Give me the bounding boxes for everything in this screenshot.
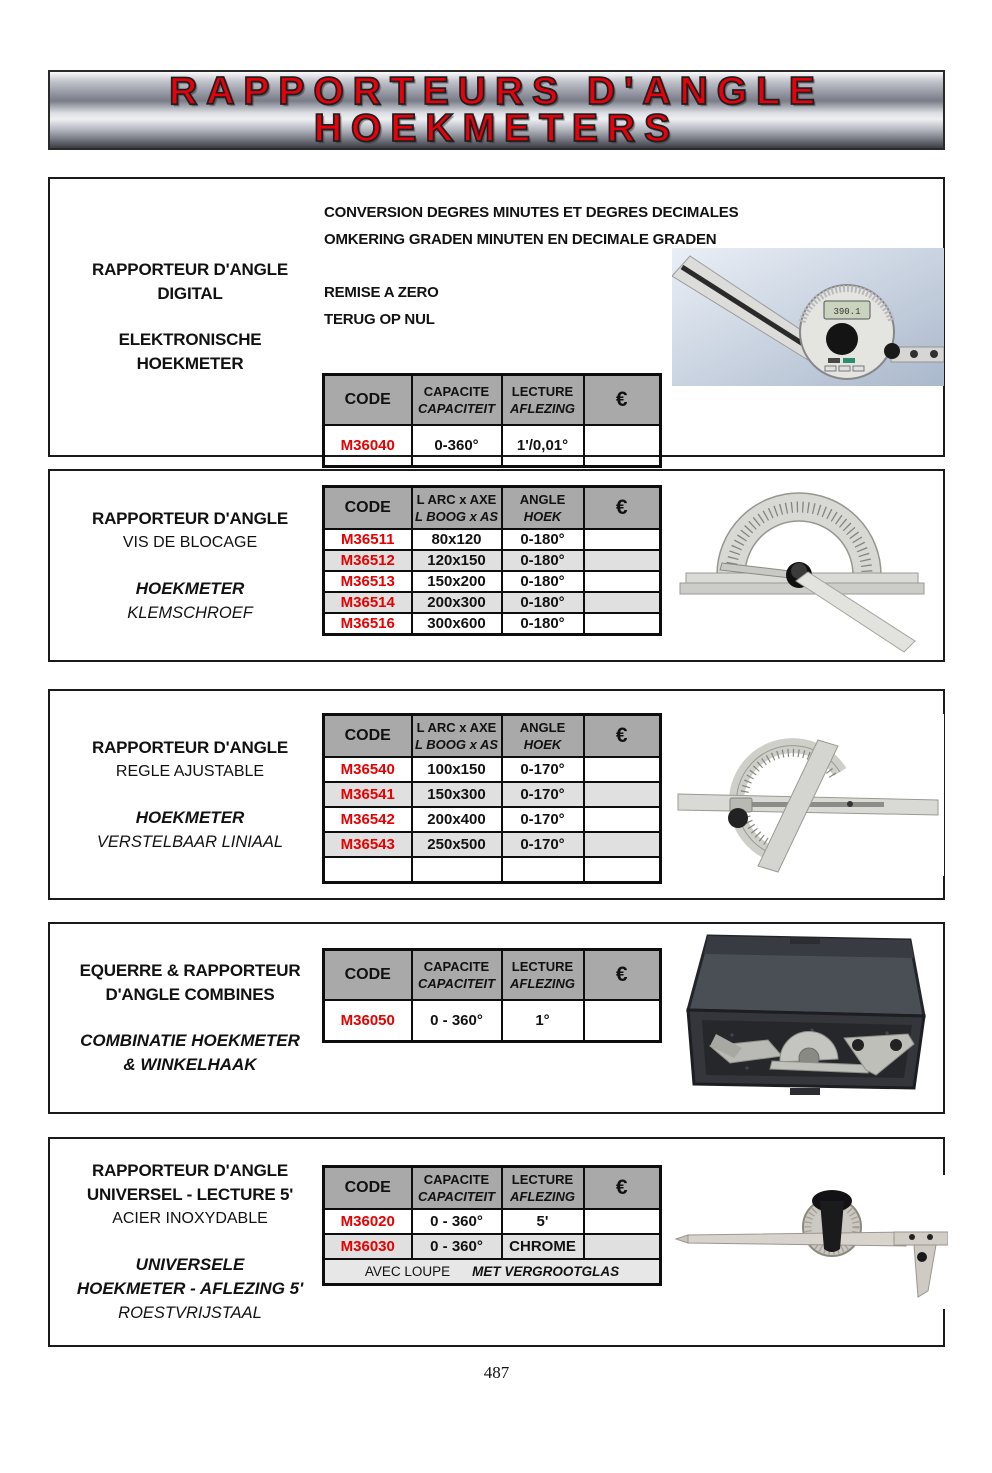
cell-capacity: 0-360°: [412, 425, 502, 467]
table-row: [324, 1209, 661, 1234]
header-label-fr: CAPACITE: [423, 384, 490, 399]
cell-capacity: 200x400: [412, 807, 502, 832]
product-title-line: REGLE AJUSTABLE: [115, 762, 265, 780]
product-details: [322, 695, 670, 894]
product-photo-area: [670, 1143, 950, 1341]
cell-price: [584, 425, 661, 467]
cell-price: [584, 592, 661, 613]
product-table: [322, 948, 662, 1043]
product-title-line: ROESTVRIJSTAAL: [118, 1304, 262, 1322]
header-label-nl: L BOOG x AS: [414, 737, 499, 752]
cell-reading: 0-170°: [502, 832, 584, 857]
header-label-fr: LECTURE: [511, 1172, 574, 1187]
cell-code: M36541: [324, 782, 412, 807]
table-row: [324, 857, 661, 883]
column-header-capacite: [412, 950, 502, 1001]
product-section-universal-protractor: [48, 1137, 945, 1347]
cell-reading: 0-170°: [502, 782, 584, 807]
table-row: [324, 550, 661, 571]
product-title-line: HOEKMETER - AFLEZING 5': [76, 1279, 304, 1298]
product-title-line: COMBINATIE HOEKMETER: [80, 1031, 300, 1050]
product-details: [322, 475, 670, 656]
page-banner: [48, 70, 945, 150]
header-label-nl: AFLEZING: [510, 976, 575, 991]
product-section-combination-square-protractor: [48, 922, 945, 1114]
header-label-fr: L ARC x AXE: [416, 720, 497, 735]
product-title-line: RAPPORTEUR D'ANGLE: [92, 260, 288, 279]
product-section-locking-screw-protractor: [48, 469, 945, 662]
universal-bevel-protractor-photo: [672, 1175, 948, 1309]
cell-reading: 0-180°: [502, 592, 584, 613]
cell-price: [584, 757, 661, 782]
column-header-lecture: [502, 1167, 584, 1210]
cell-code: [324, 857, 412, 883]
cell-capacity: 80x120: [412, 529, 502, 550]
cell-capacity: [412, 857, 502, 883]
column-header-price: €: [584, 487, 661, 530]
banner-title-nl: HOEKMETERS: [313, 107, 680, 150]
table-header-row: [324, 950, 661, 1001]
header-label-nl: L BOOG x AS: [414, 509, 499, 524]
product-title-line: UNIVERSELE: [135, 1255, 245, 1274]
cell-price: [584, 807, 661, 832]
table-row: [324, 757, 661, 782]
footer-note-fr: AVEC LOUPE: [364, 1264, 451, 1279]
cell-reading: 0-180°: [502, 571, 584, 592]
cell-code: M36040: [324, 425, 412, 467]
cell-price: [584, 550, 661, 571]
cell-code: M36513: [324, 571, 412, 592]
column-header-price: €: [584, 715, 661, 758]
column-header-code: CODE: [324, 950, 412, 1001]
table-row: [324, 571, 661, 592]
table-row: [324, 807, 661, 832]
product-section-adjustable-rule-protractor: [48, 689, 945, 900]
catalog-page: [48, 70, 945, 1383]
header-label-fr: CAPACITE: [423, 1172, 490, 1187]
product-table: [322, 1165, 662, 1286]
product-table: [322, 373, 662, 468]
product-titles: [58, 475, 322, 656]
cell-capacity: 150x300: [412, 782, 502, 807]
product-photo-area: [670, 695, 946, 894]
arc-protractor-photo: [672, 475, 938, 657]
column-header-code: CODE: [324, 487, 412, 530]
cell-code: M36543: [324, 832, 412, 857]
header-label-nl: CAPACITEIT: [417, 976, 496, 991]
note-group: [324, 279, 670, 333]
cell-capacity: 0 - 360°: [412, 1209, 502, 1234]
cell-reading: 5': [502, 1209, 584, 1234]
column-header-angle: [502, 487, 584, 530]
header-label-fr: L ARC x AXE: [416, 492, 497, 507]
column-header-price: €: [584, 950, 661, 1001]
product-table: [322, 713, 662, 884]
header-label-fr: ANGLE: [519, 492, 566, 507]
column-header-angle: [502, 715, 584, 758]
cell-reading: 0-170°: [502, 757, 584, 782]
column-header-l-arc-x-axe: [412, 487, 502, 530]
product-title-line: UNIVERSEL - LECTURE 5': [86, 1185, 294, 1204]
cell-price: [584, 857, 661, 883]
header-label-fr: CAPACITE: [423, 959, 490, 974]
combination-set-photo: [672, 930, 938, 1106]
product-title-line: HOEKMETER: [136, 354, 244, 373]
cell-code: M36540: [324, 757, 412, 782]
note-line: OMKERING GRADEN MINUTEN EN DECIMALE GRADEN: [324, 231, 717, 248]
product-title-line: HOEKMETER: [135, 578, 245, 598]
column-header-l-arc-x-axe: [412, 715, 502, 758]
note-line: REMISE A ZERO: [324, 284, 439, 301]
product-title-line: RAPPORTEUR D'ANGLE: [92, 1161, 288, 1180]
cell-capacity: 200x300: [412, 592, 502, 613]
product-photo-area: [670, 183, 946, 451]
product-title-line: ACIER INOXYDABLE: [112, 1210, 268, 1227]
product-title-line: RAPPORTEUR D'ANGLE: [92, 737, 288, 757]
cell-price: [584, 782, 661, 807]
product-table: [322, 485, 662, 636]
product-title-line: RAPPORTEUR D'ANGLE: [92, 508, 288, 528]
table-row: [324, 613, 661, 635]
title-gap: [58, 306, 322, 328]
cell-reading: [502, 857, 584, 883]
cell-capacity: 100x150: [412, 757, 502, 782]
cell-price: [584, 1000, 661, 1042]
cell-price: [584, 613, 661, 635]
product-photo-area: [670, 928, 940, 1108]
header-label-nl: AFLEZING: [510, 1189, 575, 1204]
table-header-row: [324, 715, 661, 758]
product-title-line: DIGITAL: [157, 284, 223, 303]
cell-reading: 1°: [502, 1000, 584, 1042]
cell-code: M36514: [324, 592, 412, 613]
cell-reading: 0-180°: [502, 529, 584, 550]
title-gap: [58, 1007, 322, 1029]
product-details: [322, 1143, 670, 1341]
adjustable-rule-protractor-photo: [672, 714, 944, 876]
header-label-fr: LECTURE: [511, 959, 574, 974]
header-label-nl: HOEK: [523, 737, 562, 752]
product-photo-area: [670, 475, 940, 656]
title-gap: [58, 1231, 322, 1253]
cell-reading: 1'/0,01°: [502, 425, 584, 467]
table-row: [324, 425, 661, 467]
product-title-line: D'ANGLE COMBINES: [105, 985, 275, 1004]
title-gap: [58, 555, 322, 577]
cell-code: M36030: [324, 1234, 412, 1259]
header-label-nl: HOEK: [523, 509, 562, 524]
table-footer-row: [324, 1259, 661, 1285]
product-title-line: & WINKELHAAK: [123, 1055, 257, 1074]
header-label-nl: CAPACITEIT: [417, 1189, 496, 1204]
product-titles: [58, 183, 322, 451]
product-title-line: VERSTELBAAR LINIAAL: [96, 832, 284, 851]
page-number: 487: [483, 1363, 510, 1382]
cell-reading: 0-180°: [502, 613, 584, 635]
table-row: [324, 782, 661, 807]
header-label-fr: LECTURE: [511, 384, 574, 399]
product-title-line: ELEKTRONISCHE: [118, 330, 262, 349]
product-title-line: HOEKMETER: [135, 807, 245, 827]
column-header-price: €: [584, 375, 661, 426]
cell-reading: CHROME: [502, 1234, 584, 1259]
column-header-code: CODE: [324, 375, 412, 426]
cell-code: M36511: [324, 529, 412, 550]
cell-price: [584, 1234, 661, 1259]
product-titles: [58, 928, 322, 1108]
header-label-fr: ANGLE: [519, 720, 566, 735]
cell-capacity: 150x200: [412, 571, 502, 592]
header-label-nl: AFLEZING: [510, 401, 575, 416]
product-titles: [58, 1143, 322, 1341]
column-header-code: CODE: [324, 1167, 412, 1210]
cell-capacity: 250x500: [412, 832, 502, 857]
cell-capacity: 300x600: [412, 613, 502, 635]
column-header-code: CODE: [324, 715, 412, 758]
table-footer-cell: [324, 1259, 661, 1285]
title-gap: [58, 784, 322, 806]
table-header-row: [324, 487, 661, 530]
note-line: CONVERSION DEGRES MINUTES ET DEGRES DECIMALES: [324, 204, 739, 221]
cell-capacity: 120x150: [412, 550, 502, 571]
product-titles: [58, 695, 322, 894]
column-header-capacite: [412, 1167, 502, 1210]
table-header-row: [324, 375, 661, 426]
svg-text:390.1: 390.1: [833, 307, 861, 317]
cell-code: M36050: [324, 1000, 412, 1042]
header-label-nl: CAPACITEIT: [417, 401, 496, 416]
cell-code: M36020: [324, 1209, 412, 1234]
product-notes: [324, 199, 739, 359]
product-title-line: VIS DE BLOCAGE: [122, 533, 258, 551]
product-title-line: KLEMSCHROEF: [127, 603, 253, 622]
product-title-line: EQUERRE & RAPPORTEUR: [79, 961, 301, 980]
cell-price: [584, 529, 661, 550]
cell-price: [584, 1209, 661, 1234]
table-row: [324, 592, 661, 613]
column-header-lecture: [502, 375, 584, 426]
table-row: [324, 1234, 661, 1259]
banner-title-fr: RAPPORTEURS D'ANGLE: [169, 70, 824, 113]
note-line: TERUG OP NUL: [324, 311, 435, 328]
table-row: [324, 832, 661, 857]
cell-code: M36542: [324, 807, 412, 832]
product-details: [322, 928, 670, 1108]
note-group: [324, 199, 739, 253]
product-details: [322, 183, 739, 454]
column-header-capacite: [412, 375, 502, 426]
cell-code: M36516: [324, 613, 412, 635]
cell-reading: 0-170°: [502, 807, 584, 832]
cell-capacity: 0 - 360°: [412, 1000, 502, 1042]
table-header-row: [324, 1167, 661, 1210]
cell-reading: 0-180°: [502, 550, 584, 571]
column-header-lecture: [502, 950, 584, 1001]
footer-note-nl: MET VERGROOTGLAS: [472, 1264, 620, 1279]
cell-code: M36512: [324, 550, 412, 571]
table-row: [324, 529, 661, 550]
cell-price: [584, 832, 661, 857]
cell-price: [584, 571, 661, 592]
table-row: [324, 1000, 661, 1042]
product-section-digital-protractor: [48, 177, 945, 457]
digital-protractor-photo: [672, 248, 944, 386]
page-footer: [48, 1363, 945, 1383]
cell-capacity: 0 - 360°: [412, 1234, 502, 1259]
column-header-price: €: [584, 1167, 661, 1210]
